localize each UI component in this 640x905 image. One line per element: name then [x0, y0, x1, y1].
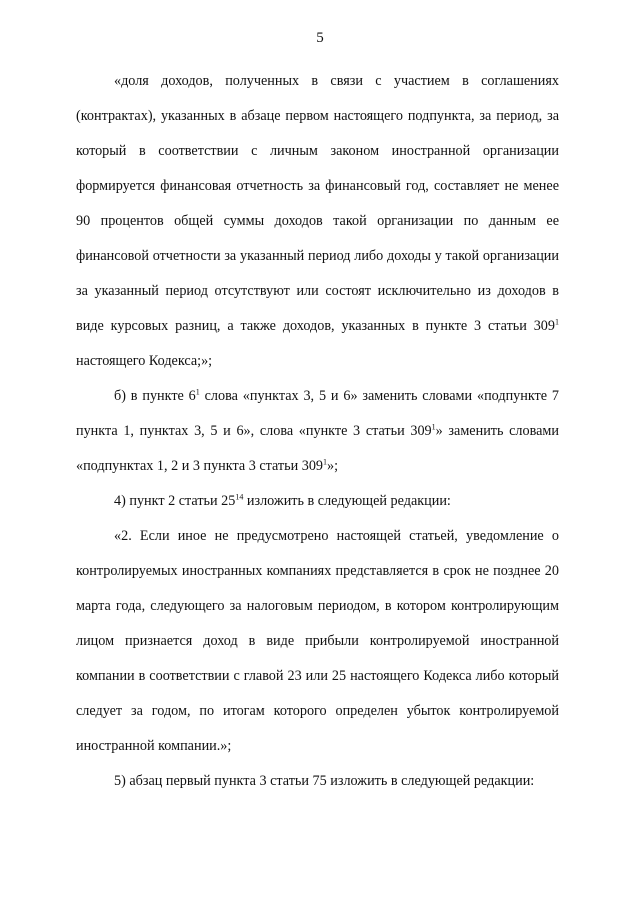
paragraph-text: изложить в следующей редакции:: [243, 493, 451, 509]
paragraph-kik-income-share: [76, 64, 559, 379]
superscript: 1: [195, 387, 200, 397]
paragraph-text: слова «пунктах 3, 5 и 6» заменить словами «подпункте 7 пункта 1, пунктах 3, 5 и 6», слова «пункте 3 статьи 309: [76, 388, 559, 439]
paragraph-text: настоящего Кодекса;»;: [76, 353, 213, 369]
paragraph-text: б) в пункте 6: [114, 388, 196, 404]
paragraph-text: 4) пункт 2 статьи 25: [114, 493, 236, 509]
paragraph-text: «2. Если иное не предусмотрено настоящей статьей, уведомление о контролируемых иностранных компаниях представляется в срок не позднее 20 марта года, следующего за налоговым периодом, в котором контролирующим лицом признается доход в виде прибыли контролируемой иностранной компании в соответствии с главой 23 или 25 настоящего Кодекса либо который следует за годом, по итогам которого определен убыток контролируемой иностранной компании.»;: [76, 528, 559, 754]
superscript: 1: [431, 422, 436, 432]
paragraph-text: «доля доходов, полученных в связи с участием в соглашениях (контрактах), указанных в абзаце первом настоящего подпункта, за период, за который в соответствии с личным законом иностранной организации формируется финансовая отчетность за финансовый год, составляет не менее 90 процентов общей суммы доходов такой организации по данным ее финансовой отчетности за указанный период либо доходы у такой организации за указанный период отсутствуют или состоят исключительно из доходов в виде курсовых разниц, а также доходов, указанных в пункте 3 статьи 309: [76, 73, 559, 334]
document-body: [76, 64, 559, 799]
superscript: 1: [323, 457, 328, 467]
paragraph-item-5: [76, 764, 559, 799]
page-number: 5: [316, 30, 324, 46]
paragraph-item-b: [76, 379, 559, 484]
paragraph-text: 5) абзац первый пункта 3 статьи 75 изложить в следующей редакции:: [114, 773, 535, 789]
paragraph-text: » заменить словами «подпунктах 1, 2 и 3 пункта 3 статьи 309: [76, 423, 559, 474]
paragraph-notification-deadline: [76, 519, 559, 764]
superscript: 1: [555, 317, 559, 327]
paragraph-text: »;: [327, 458, 339, 474]
paragraph-item-4: [76, 484, 559, 519]
superscript: 14: [235, 492, 244, 502]
